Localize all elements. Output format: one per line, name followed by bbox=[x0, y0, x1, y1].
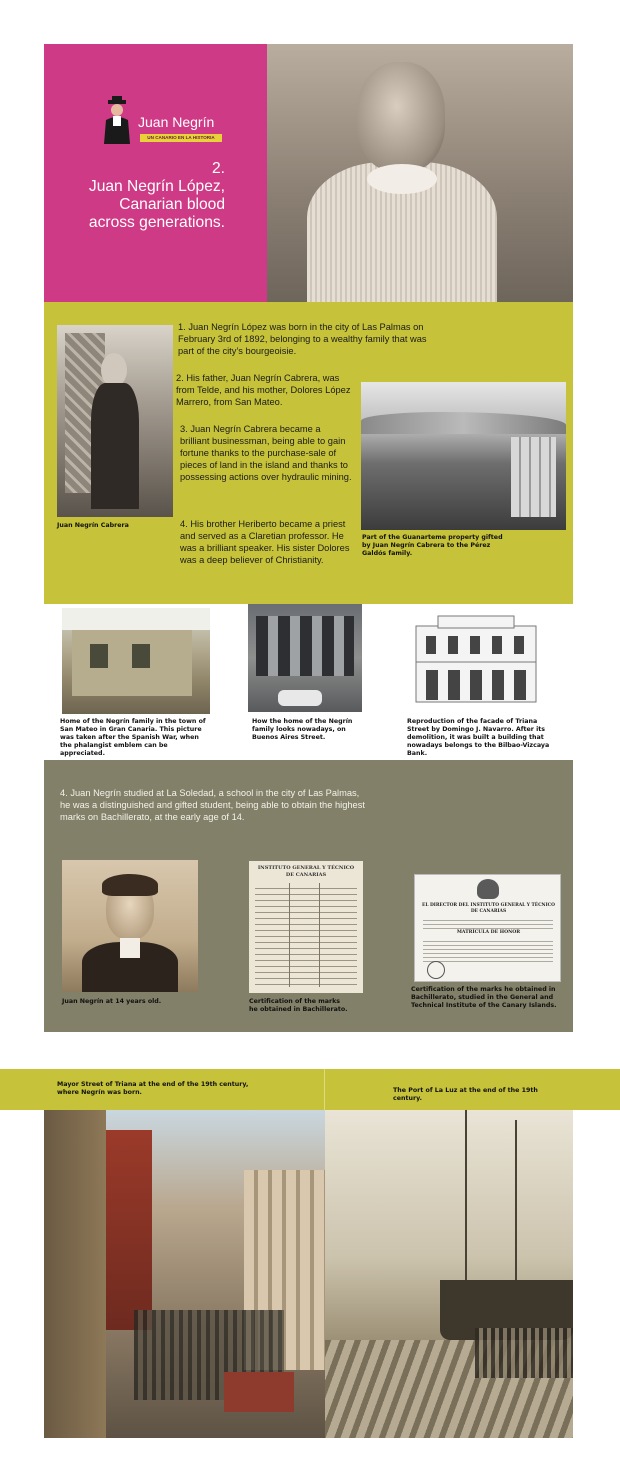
child-bow bbox=[367, 164, 437, 194]
port-photo bbox=[325, 1110, 573, 1438]
section-number: 2. bbox=[211, 160, 225, 177]
triana-facade-drawing bbox=[408, 612, 544, 706]
logo-name: Juan Negrín bbox=[138, 114, 215, 130]
page-title bbox=[60, 160, 225, 232]
guanarteme-caption: Part of the Guanarteme property gifted by Juan Negrín Cabrera to the Pérez Galdós family. bbox=[362, 534, 503, 557]
triana-street-photo bbox=[44, 1110, 325, 1438]
paragraph-4: 4. His brother Heriberto became a priest and served as a Claretian professor. He was a brilliant speaker. His sister Dolores was a deep believer of Christianity. bbox=[180, 519, 350, 565]
negrin-age-14-photo bbox=[62, 860, 198, 992]
buenos-aires-house-photo bbox=[248, 604, 362, 712]
marks-register-photo bbox=[249, 861, 363, 993]
education-paragraph: 4. Juan Negrín studied at La Soledad, a school in the city of Las Palmas, he was a distinguished and gifted student, being able to obtain the highest marks on Bachillerato, at the early age of 14. bbox=[60, 788, 365, 822]
triana-street-caption: Mayor Street of Triana at the end of the 19th century, where Negrín was born. bbox=[57, 1081, 249, 1096]
port-caption: The Port of La Luz at the end of the 19th century. bbox=[393, 1087, 538, 1102]
register-subheading: DE CANARIAS bbox=[285, 872, 327, 878]
san-mateo-house-photo bbox=[62, 608, 210, 714]
paragraph-3: 3. Juan Negrín Cabrera became a brilliant businessman, being able to gain fortune thanks to the purchase-sale of pieces of land in the island and thanks to possessing actions over hydraulic mining. bbox=[180, 424, 352, 482]
child-portrait-photo bbox=[267, 44, 573, 302]
child-head bbox=[357, 62, 445, 172]
marks-certificate-caption: Certification of the marks he obtained in Bachillerato, studied in the General and Technical Institute of the Canary Islands. bbox=[411, 986, 557, 1009]
certificate-title: MATRÍCULA DE HONOR bbox=[456, 930, 521, 935]
title-line-1: Juan Negrín López, bbox=[88, 178, 225, 195]
san-mateo-caption: Home of the Negrín family in the town of San Mateo in Gran Canaria. This picture was taken after the Spanish War, when the phalangist emblem can be appreciated. bbox=[60, 718, 206, 757]
father-caption: Juan Negrín Cabrera bbox=[57, 522, 129, 529]
register-heading: INSTITUTO GENERAL Y TÉCNICO bbox=[257, 865, 355, 871]
paragraph-2: 2. His father, Juan Negrín Cabrera, was from Telde, and his mother, Dolores López Marrero, from San Mateo. bbox=[176, 373, 351, 407]
father-photo bbox=[57, 325, 173, 517]
logo bbox=[100, 96, 225, 146]
certificate-subheading: DE CANARIAS bbox=[470, 909, 507, 914]
paragraph-1: 1. Juan Negrín López was born in the city of Las Palmas on February 3rd of 1892, belonging to a wealthy family that was part of the city’s bourgeoisie. bbox=[178, 322, 427, 356]
facade-drawing-icon bbox=[408, 612, 544, 706]
triana-facade-caption: Reproduction of the facade of Triana Street by Domingo J. Navarro. After its demolition, it was built a building that nowadays belongs to the Bilbao-Vizcaya Bank. bbox=[407, 718, 550, 757]
band-divider bbox=[324, 1069, 325, 1110]
marks-register-caption: Certification of the marks he obtained in Bachillerato. bbox=[249, 998, 348, 1013]
buenos-aires-caption: How the home of the Negrín family looks nowadays, on Buenos Aires Street. bbox=[252, 718, 353, 741]
negrin-silhouette-icon bbox=[100, 96, 134, 144]
guanarteme-photo bbox=[361, 382, 566, 530]
certificate-heading: EL DIRECTOR DEL INSTITUTO GENERAL Y TÉCNICO bbox=[422, 903, 555, 908]
marks-certificate-photo bbox=[414, 874, 561, 982]
title-line-2: Canarian blood bbox=[119, 196, 225, 213]
logo-tagline: UN CANARIO EN LA HISTORIA bbox=[140, 134, 222, 142]
title-line-3: across generations. bbox=[88, 214, 225, 231]
negrin-age-14-caption: Juan Negrín at 14 years old. bbox=[62, 998, 162, 1005]
